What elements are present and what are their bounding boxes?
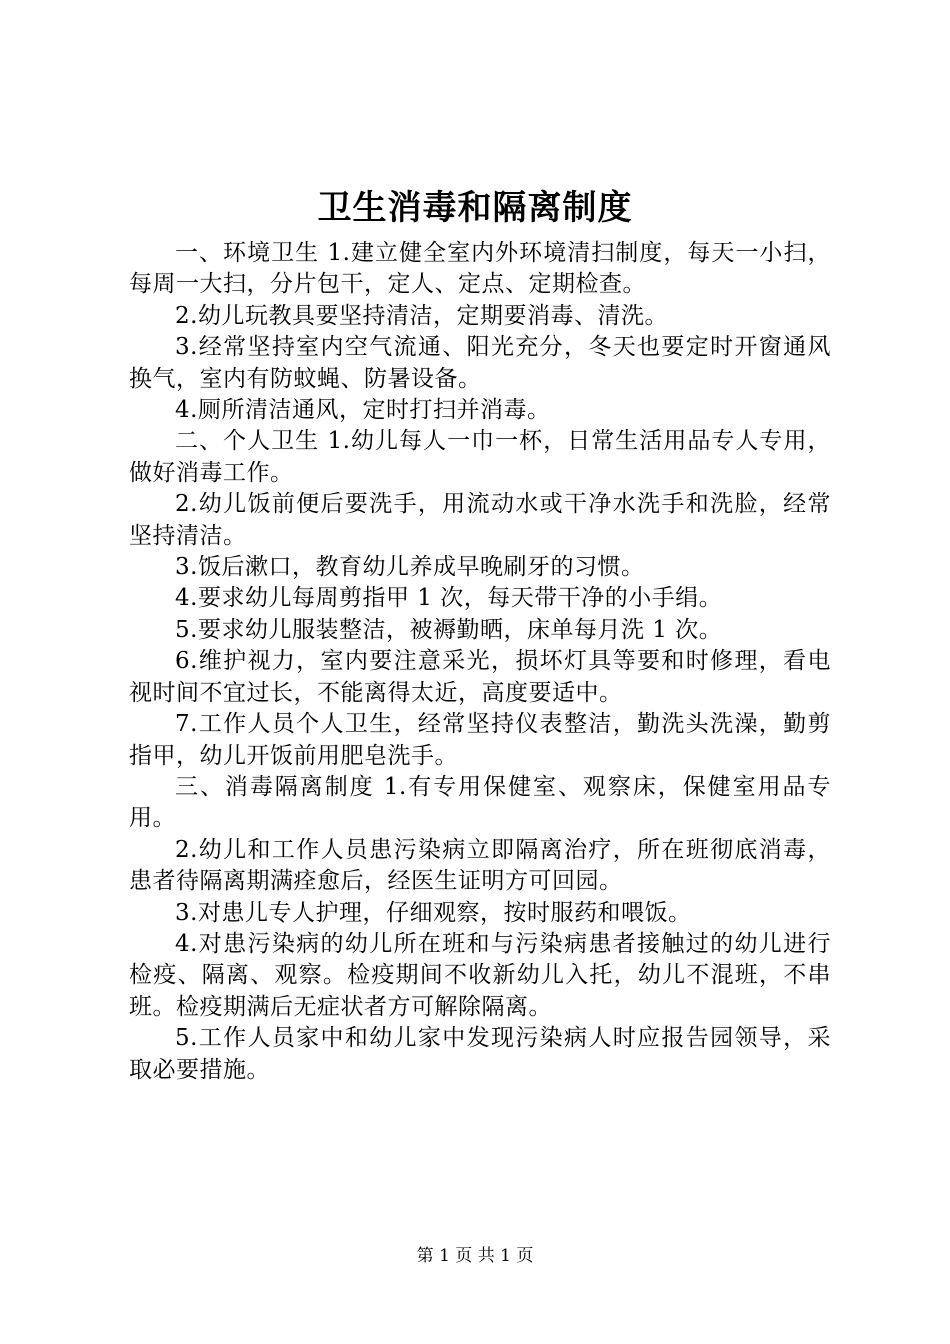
paragraph: 4.厕所清洁通风，定时打扫并消毒。 (175, 397, 551, 424)
paragraph: 二、个人卫生 1.幼儿每人一巾一杯，日常生活用品专人专用，做好消毒工作。 (129, 428, 831, 486)
paragraph: 3.对患儿专人护理，仔细观察，按时服药和喂饭。 (175, 899, 692, 926)
paragraph: 2.幼儿玩教具要坚持清洁，定期要消毒、清洗。 (175, 302, 668, 329)
paragraph: 一、环境卫生 1.建立健全室内外环境清扫制度，每天一小扫，每周一大扫，分片包干，定人、定点、定期检查。 (129, 240, 831, 298)
paragraph: 2.幼儿和工作人员患污染病立即隔离治疗，所在班彻底消毒，患者待隔离期满痊愈后，经医生证明方可回园。 (129, 836, 831, 895)
paragraph: 3.饭后漱口，教育幼儿养成早晚刷牙的习惯。 (175, 554, 645, 581)
document-title: 卫生消毒和隔离制度 (317, 188, 633, 228)
paragraph: 4.对患污染病的幼儿所在班和与污染病患者接触过的幼儿进行检疫、隔离、观察。检疫期间不收新幼儿入托，幼儿不混班，不串班。检疫期满后无症状者方可解除隔离。 (129, 930, 831, 1020)
paragraph: 7.工作人员个人卫生，经常坚持仪表整洁，勤洗头洗澡，勤剪指甲，幼儿开饭前用肥皂洗手。 (129, 711, 831, 769)
page-footer: 第 1 页 共 1 页 (416, 1246, 534, 1266)
paragraph: 5.工作人员家中和幼儿家中发现污染病人时应报告园领导，采取必要措施。 (129, 1025, 831, 1083)
paragraph: 5.要求幼儿服装整洁，被褥勤晒，床单每月洗 1 次。 (175, 616, 723, 643)
paragraph: 6.维护视力，室内要注意采光，损坏灯具等要和时修理，看电视时间不宜过长，不能离得太近，高度要适中。 (129, 648, 831, 706)
paragraph: 3.经常坚持室内空气流通、阳光充分，冬天也要定时开窗通风换气，室内有防蚊蝇、防暑设备。 (129, 334, 831, 392)
paragraph: 2.幼儿饭前便后要洗手，用流动水或干净水洗手和洗脸，经常坚持清洁。 (129, 491, 831, 549)
paragraph: 4.要求幼儿每周剪指甲 1 次，每天带干净的小手绢。 (175, 585, 723, 612)
paragraph: 三、消毒隔离制度 1.有专用保健室、观察床，保健室用品专用。 (129, 773, 831, 832)
document-body (129, 238, 831, 1086)
